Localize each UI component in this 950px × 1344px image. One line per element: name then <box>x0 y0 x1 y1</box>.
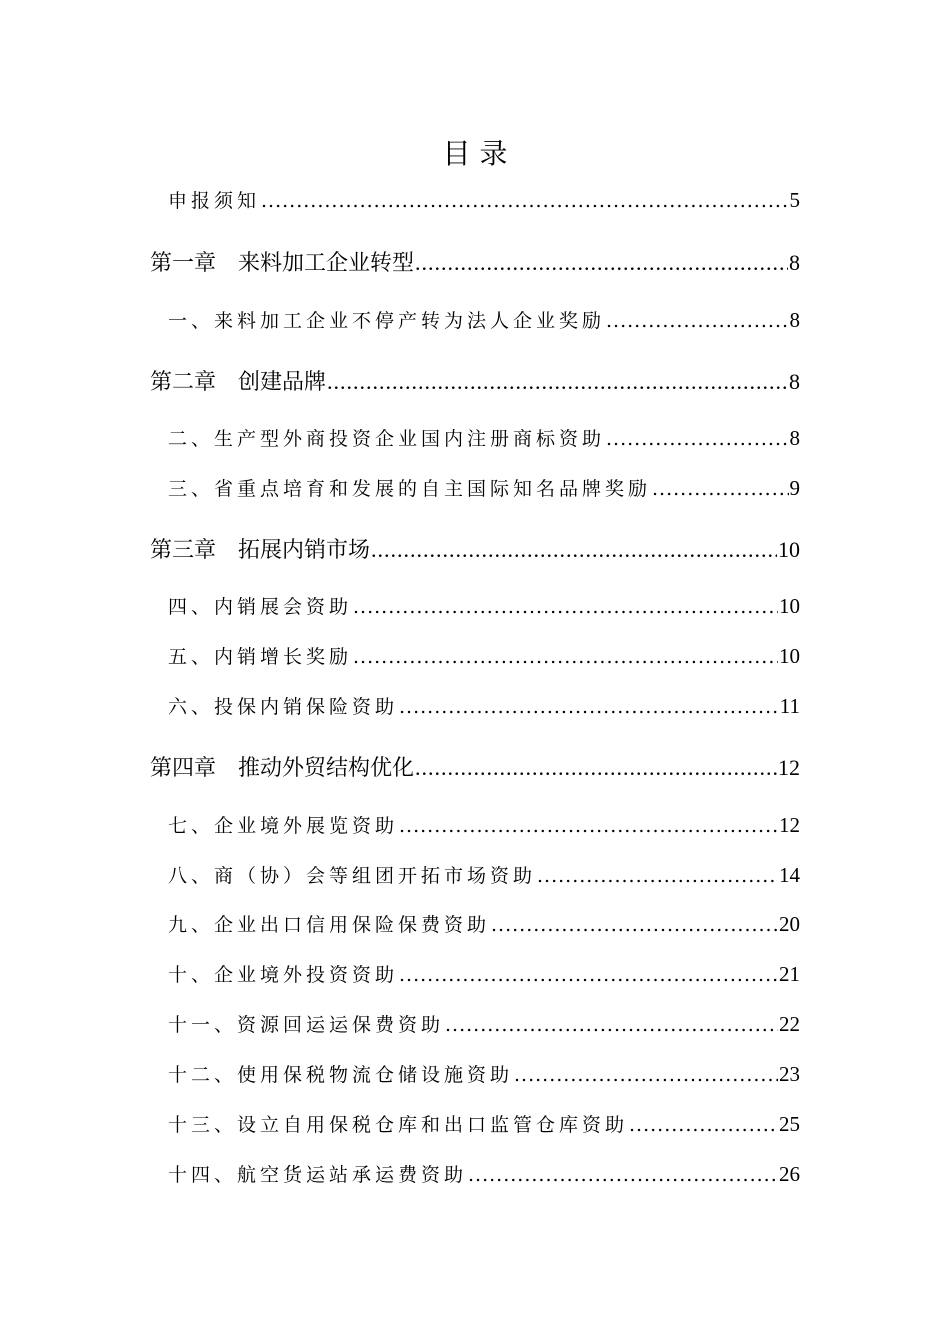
toc-page-number: 9 <box>789 476 800 500</box>
toc-entry-label: 第三章 拓展内销市场 <box>150 538 371 563</box>
dot-leader <box>415 250 788 276</box>
toc-chapter-3[interactable] <box>150 533 800 564</box>
toc-entry-label: 第二章 创建品牌 <box>150 370 327 395</box>
toc-entry-label: 十一、资源回运运保费资助 <box>168 1014 445 1036</box>
toc-page-number: 12 <box>779 813 800 837</box>
toc-page-number: 10 <box>778 537 800 562</box>
toc-section-10[interactable] <box>168 960 800 987</box>
toc-page-number: 12 <box>778 755 800 780</box>
toc-section-4[interactable] <box>168 592 800 619</box>
toc-page-number: 22 <box>779 1012 800 1036</box>
toc-entry-label: 六、投保内销保险资助 <box>168 696 399 718</box>
toc-entry-label: 九、企业出口信用保险保费资助 <box>168 914 491 936</box>
dot-leader <box>445 1014 778 1036</box>
toc-page-number: 8 <box>789 426 800 450</box>
toc-section-8[interactable] <box>168 861 800 888</box>
toc-entry-label: 申报须知 <box>168 190 261 212</box>
dot-leader <box>415 755 777 781</box>
toc-section-11[interactable] <box>168 1010 800 1037</box>
toc-section-7[interactable] <box>168 811 800 838</box>
dot-leader <box>652 478 788 500</box>
dot-leader <box>491 914 778 936</box>
dot-leader <box>606 428 788 450</box>
toc-page-number: 8 <box>789 369 800 394</box>
dot-leader <box>606 310 788 332</box>
toc-page-number: 10 <box>779 644 800 668</box>
toc-page-number: 5 <box>789 188 800 212</box>
toc-section-2[interactable] <box>168 424 800 451</box>
dot-leader <box>399 696 779 718</box>
dot-leader <box>353 646 778 668</box>
toc-entry-label: 四、内销展会资助 <box>168 596 353 618</box>
toc-entry-notice[interactable] <box>168 186 800 213</box>
toc-section-14[interactable] <box>168 1160 800 1187</box>
dot-leader <box>327 369 788 395</box>
toc-entry-label: 十三、设立自用保税仓库和出口监管仓库资助 <box>168 1114 629 1136</box>
toc-section-5[interactable] <box>168 642 800 669</box>
toc-section-12[interactable] <box>168 1060 800 1087</box>
toc-page-number: 23 <box>779 1062 800 1086</box>
toc-page-number: 8 <box>789 308 800 332</box>
toc-entry-label: 十四、航空货运站承运费资助 <box>168 1164 468 1186</box>
dot-leader <box>371 537 777 563</box>
toc-entry-label: 十、企业境外投资资助 <box>168 964 399 986</box>
toc-section-3[interactable] <box>168 474 800 501</box>
toc-page-number: 10 <box>779 594 800 618</box>
toc-entry-label: 第四章 推动外贸结构优化 <box>150 756 415 781</box>
toc-page-number: 26 <box>779 1162 800 1186</box>
toc-section-6[interactable] <box>168 692 800 719</box>
dot-leader <box>399 964 778 986</box>
toc-section-1[interactable] <box>168 306 800 333</box>
toc-title: 目 录 <box>442 137 508 170</box>
toc-page-number: 11 <box>779 694 800 718</box>
toc-page-number: 21 <box>779 962 800 986</box>
dot-leader <box>399 815 778 837</box>
dot-leader <box>353 596 778 618</box>
dot-leader <box>537 865 778 887</box>
toc-entry-label: 七、企业境外展览资助 <box>168 815 399 837</box>
toc-chapter-4[interactable] <box>150 751 800 782</box>
toc-page-number: 8 <box>789 250 800 275</box>
toc-page-number: 20 <box>779 912 800 936</box>
toc-entry-label: 五、内销增长奖励 <box>168 646 353 668</box>
dot-leader <box>468 1164 778 1186</box>
dot-leader <box>629 1114 778 1136</box>
toc-entry-label: 三、省重点培育和发展的自主国际知名品牌奖励 <box>168 478 652 500</box>
toc-section-13[interactable] <box>168 1110 800 1137</box>
toc-chapter-1[interactable] <box>150 246 800 277</box>
dot-leader <box>261 190 788 212</box>
toc-entry-label: 十二、使用保税物流仓储设施资助 <box>168 1064 514 1086</box>
toc-entry-label: 八、商（协）会等组团开拓市场资助 <box>168 865 537 887</box>
toc-section-9[interactable] <box>168 910 800 937</box>
toc-entry-label: 第一章 来料加工企业转型 <box>150 251 415 276</box>
toc-chapter-2[interactable] <box>150 365 800 396</box>
toc-page-number: 25 <box>779 1112 800 1136</box>
toc-entry-label: 一、来料加工企业不停产转为法人企业奖励 <box>168 310 606 332</box>
dot-leader <box>514 1064 778 1086</box>
toc-page-number: 14 <box>779 863 800 887</box>
toc-entry-label: 二、生产型外商投资企业国内注册商标资助 <box>168 428 606 450</box>
